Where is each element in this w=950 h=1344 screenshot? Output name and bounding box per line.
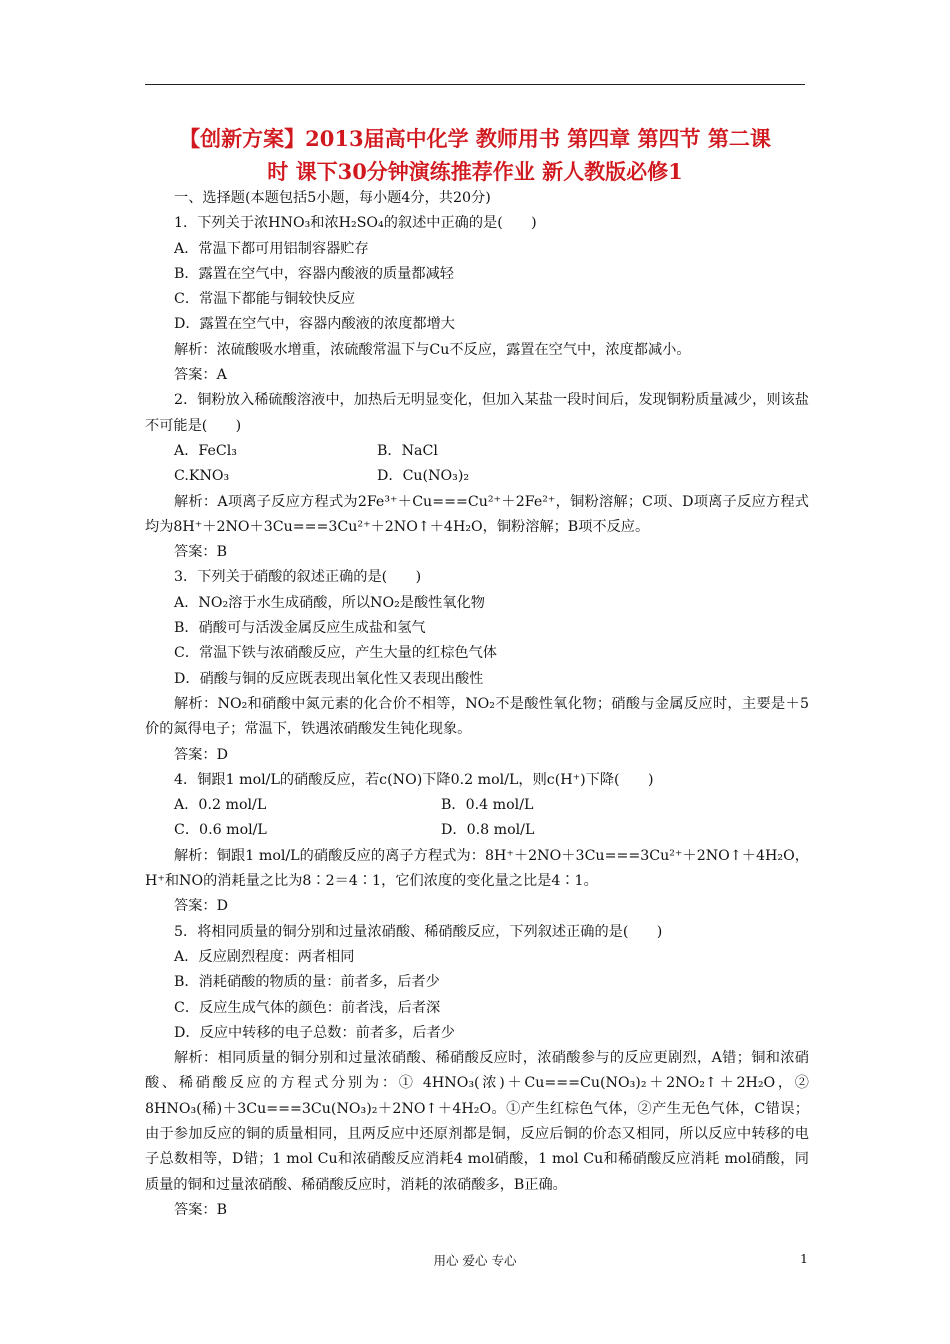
q1-option-c: C．常温下都能与铜较快反应 (174, 291, 356, 308)
page-number: 1 (800, 1251, 808, 1266)
q3-option-a: A．NO₂溶于水生成硝酸，所以NO₂是酸性氧化物 (174, 594, 485, 611)
q4-options-row-1 (145, 793, 809, 818)
document-body (145, 186, 809, 1223)
title-line-2: 时 课下30分钟演练推荐作业 新人教版必修1 (267, 159, 683, 184)
q5-option-c: C．反应生成气体的颜色：前者浅，后者深 (174, 999, 441, 1016)
q4-option-a: A．0.2 mol/L (174, 797, 267, 814)
q1-option-b: B．露置在空气中，容器内酸液的质量都减轻 (174, 265, 454, 282)
q2-analysis: 解析：A项离子反应方程式为2Fe³⁺＋Cu===Cu²⁺＋2Fe²⁺，铜粉溶解；C项、D项离子反应方程式均为8H⁺＋2NO＋3Cu===3Cu²⁺＋2NO↑＋4H₂O，铜粉溶解；B项不反应。 (145, 493, 809, 535)
q2-options-row-1 (145, 439, 809, 464)
q2-option-b: B．NaCl (377, 442, 438, 459)
title-line-1: 【创新方案】2013届高中化学 教师用书 第四章 第四节 第二课 (179, 126, 771, 151)
q4-answer: 答案：D (174, 898, 228, 915)
q2-option-d: D．Cu(NO₃)₂ (377, 468, 470, 485)
footer-motto: 用心 爱心 专心 (433, 1253, 517, 1268)
q3-option-b: B．硝酸可与活泼金属反应生成盐和氢气 (174, 620, 426, 637)
q1-answer: 答案：A (174, 367, 227, 384)
q5-option-a: A．反应剧烈程度：两者相同 (174, 948, 355, 965)
q3-stem: 3．下列关于硝酸的叙述正确的是( ) (174, 569, 422, 586)
q2-stem: 2．铜粉放入稀硫酸溶液中，加热后无明显变化，但加入某盐一段时间后，发现铜粉质量减少，则该盐不可能是( ) (145, 392, 809, 434)
q3-option-c: C．常温下铁与浓硝酸反应，产生大量的红棕色气体 (174, 645, 497, 662)
header-rule (145, 84, 805, 85)
q4-analysis: 解析：铜跟1 mol/L的硝酸反应的离子方程式为：8H⁺＋2NO＋3Cu===3Cu²⁺＋2NO↑＋4H₂O，H⁺和NO的消耗量之比为8∶2＝4∶1，它们浓度的变化量之比是4∶1。 (145, 847, 809, 890)
q5-stem: 5．将相同质量的铜分别和过量浓硝酸、稀硝酸反应，下列叙述正确的是( ) (174, 923, 663, 940)
q4-stem: 4．铜跟1 mol/L的硝酸反应，若c(NO)下降0.2 mol/L，则c(H⁺)下降( ) (174, 771, 654, 788)
section-heading: 一、选择题(本题包括5小题，每小题4分，共20分) (174, 190, 491, 206)
q3-analysis: 解析：NO₂和硝酸中氮元素的化合价不相等，NO₂不是酸性氧化物；硝酸与金属反应时，主要是＋5价的氮得电子；常温下，铁遇浓硝酸发生钝化现象。 (145, 695, 809, 738)
q1-option-d: D．露置在空气中，容器内酸液的浓度都增大 (174, 316, 455, 333)
q4-option-c: C．0.6 mol/L (174, 822, 267, 839)
q1-analysis: 解析：浓硫酸吸水增重，浓硫酸常温下与Cu不反应，露置在空气中，浓度都减小。 (174, 341, 691, 358)
q1-stem: 1．下列关于浓HNO₃和浓H₂SO₄的叙述中正确的是( ) (174, 215, 537, 232)
q1-option-a: A．常温下都可用铝制容器贮存 (174, 240, 369, 257)
q2-option-a: A．FeCl₃ (174, 442, 237, 459)
q4-options-row-2 (145, 818, 809, 843)
q3-answer: 答案：D (174, 746, 228, 763)
q3-option-d: D．硝酸与铜的反应既表现出氧化性又表现出酸性 (174, 670, 484, 687)
q4-option-b: B．0.4 mol/L (441, 797, 534, 814)
q2-options-row-2 (145, 464, 809, 489)
q5-option-d: D．反应中转移的电子总数：前者多，后者少 (174, 1024, 455, 1041)
q5-analysis: 解析：相同质量的铜分别和过量浓硝酸、稀硝酸反应时，浓硝酸参与的反应更剧烈，A错；铜和浓硝酸、稀硝酸反应的方程式分别为：① 4HNO₃(浓)＋Cu===Cu(NO₃)₂＋2NO₂↑＋2H₂O，② 8HNO₃(稀)＋3Cu===3Cu(NO₃)₂＋2NO↑＋4H₂O。①产生红棕色气体，②产生无色气体，C错误；由于参加反应的铜的质量相同，且两反应中还原剂都是铜，反应后铜的价态又相同，所以反应中转移的电子总数相等，D错；1 mol Cu和浓硝酸反应消耗4 mol硝酸，1 mol Cu和稀硝酸反应消耗 mol硝酸，同质量的铜和过量浓硝酸、稀硝酸反应时，消耗的浓硝酸多，B正确。 (145, 1050, 809, 1193)
q2-answer: 答案：B (174, 544, 227, 561)
q2-option-c: C.KNO₃ (174, 468, 230, 485)
q5-answer: 答案：B (174, 1201, 227, 1218)
q4-option-d: D．0.8 mol/L (441, 822, 535, 839)
document-title (120, 122, 830, 188)
q5-option-b: B．消耗硝酸的物质的量：前者多，后者少 (174, 974, 440, 991)
